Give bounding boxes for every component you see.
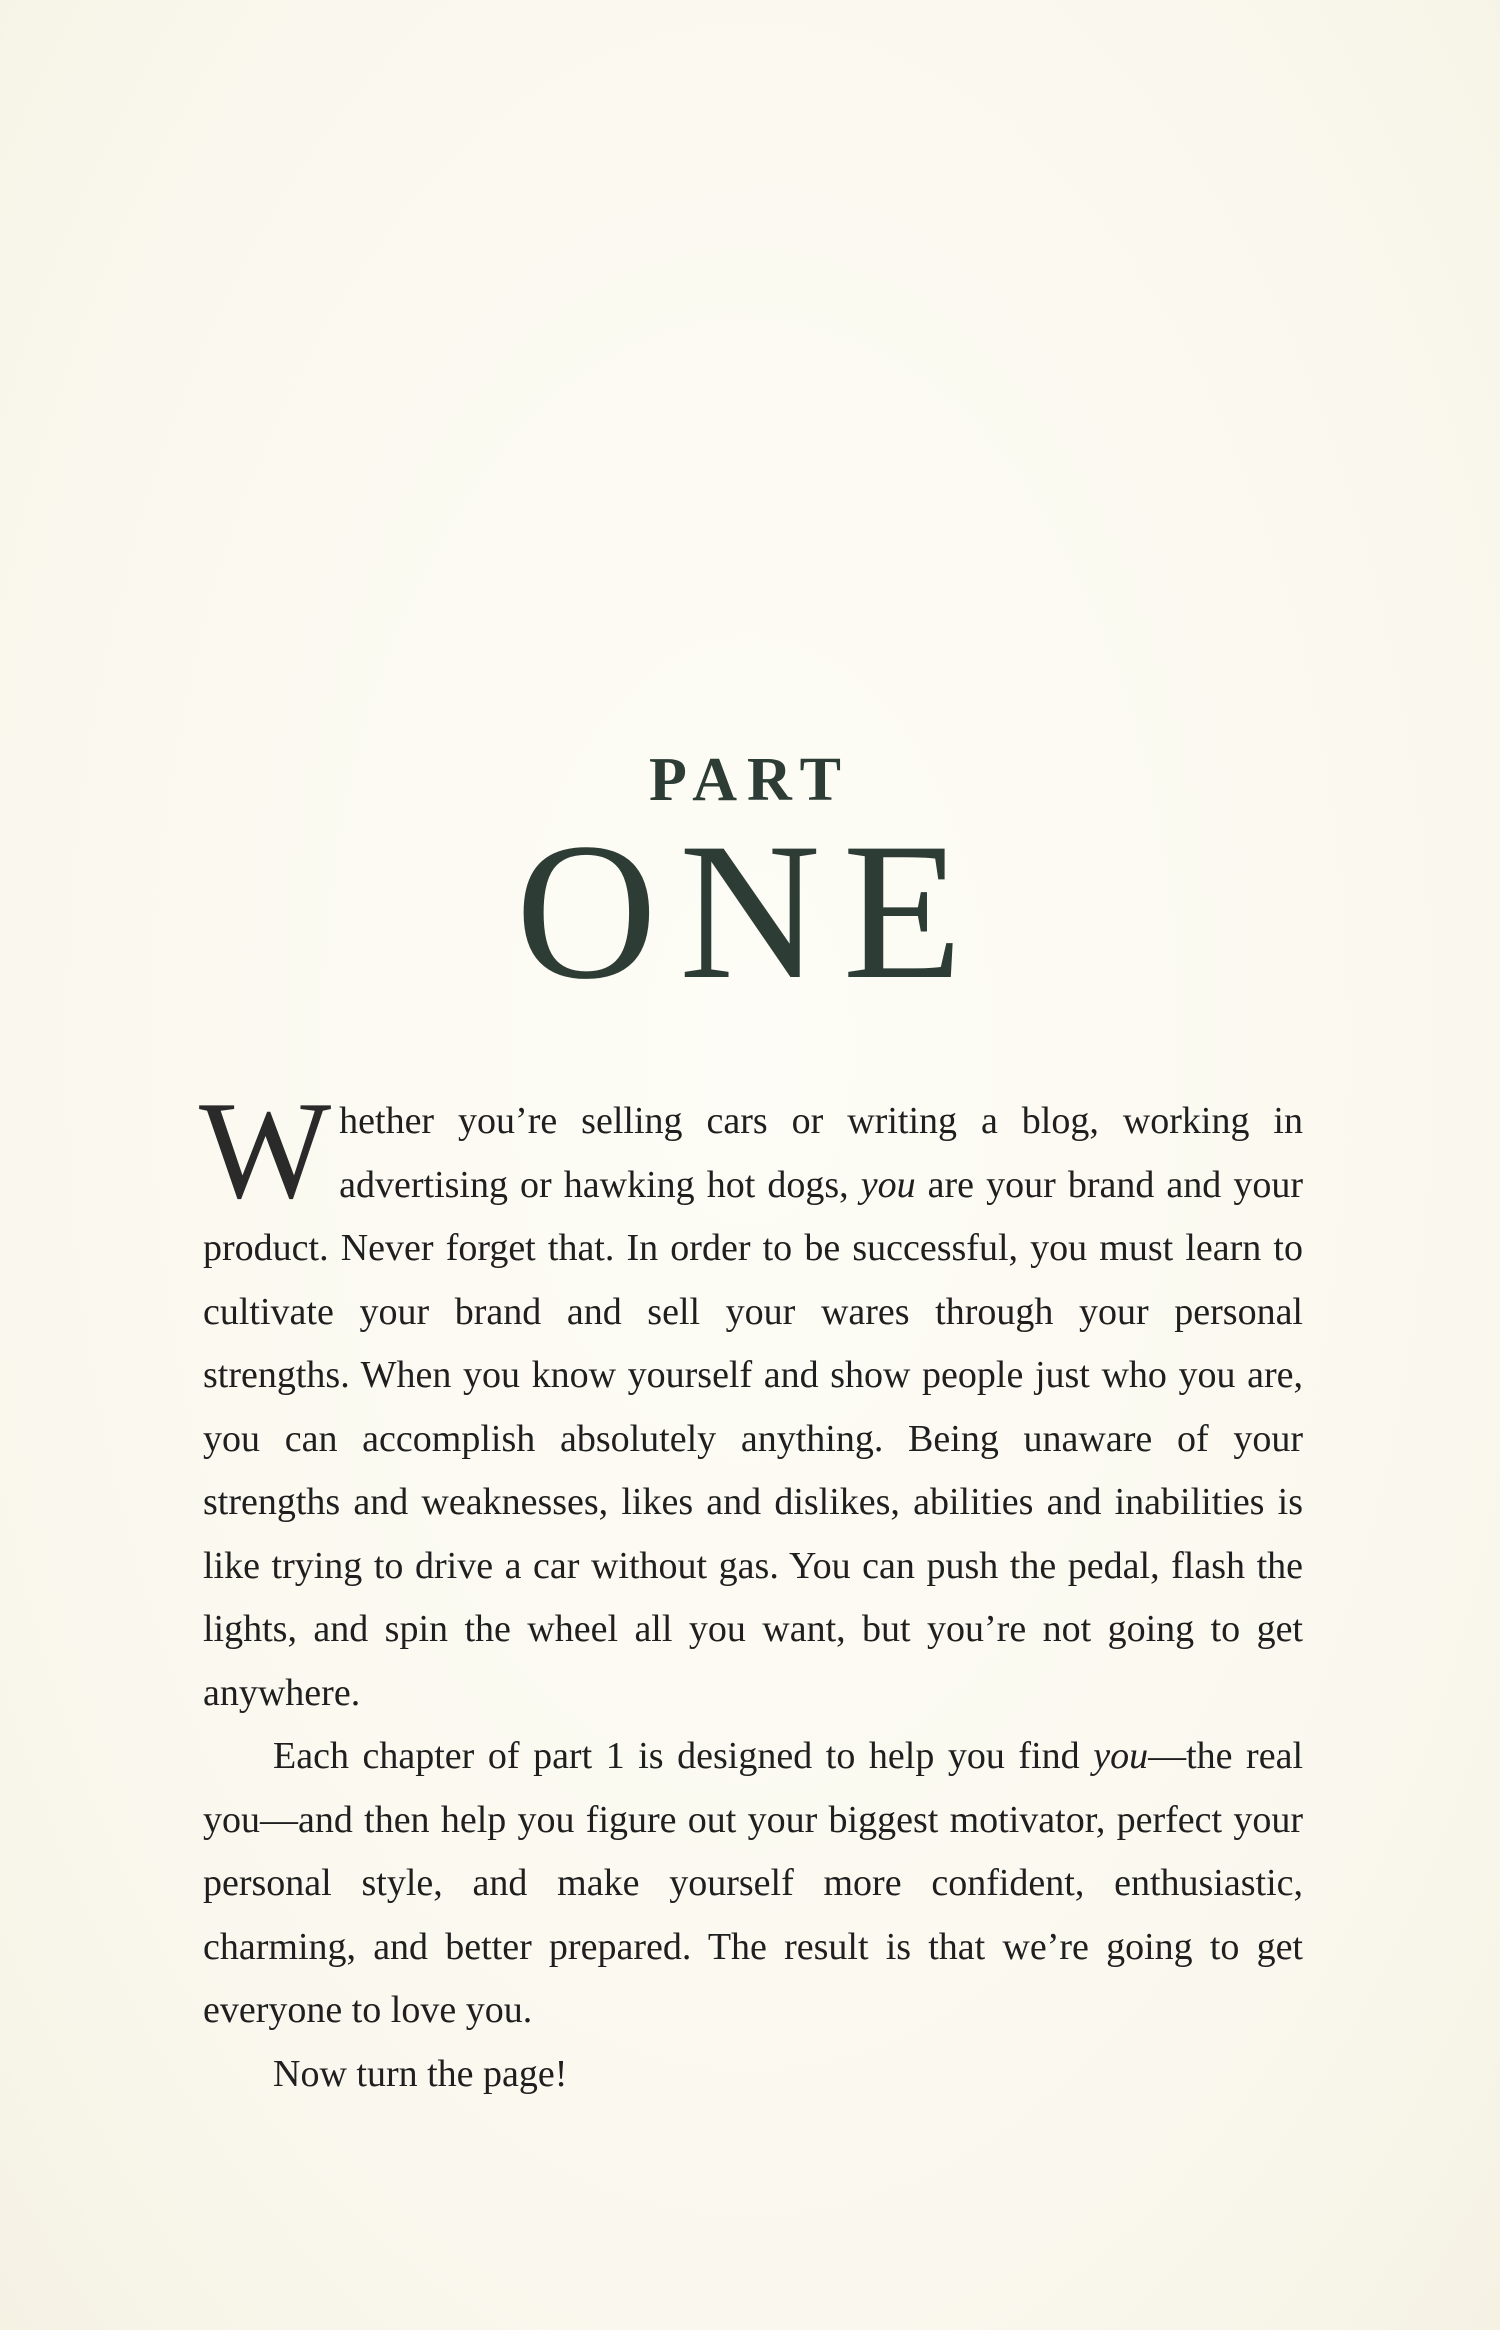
- paragraph-1-part-a: hether you’re selling cars or writing a blog, working in advertising or hawking hot dogs,: [339, 1100, 1303, 1206]
- drop-cap: W: [199, 1073, 332, 1228]
- part-number: ONE: [515, 803, 985, 1020]
- paragraph-2-part-b: —the real you—and then help you figure out your biggest motivator, perfect your personal style, and make yourself more confident, enthusiastic, charming, and better prepared. The result is that we’re going to get everyone to love you.: [203, 1735, 1303, 2031]
- paragraph-1-emphasis: you: [860, 1163, 916, 1206]
- intro-text: [199, 1073, 1303, 2106]
- paragraph-1: [199, 1073, 1303, 1725]
- paragraph-2-emphasis: you: [1093, 1735, 1149, 1777]
- paragraph-2: [203, 1725, 1303, 2043]
- paragraph-3: Now turn the page!: [273, 2052, 568, 2095]
- paragraph-1-part-b: are your brand and your product. Never forget that. In order to be successful, you must learn to cultivate your brand and sell your wares through your personal strengths. When you know yourself and show people just who you are, you can accomplish absolutely anything. Being unaware of your strengths and weaknesses, likes and dislikes, abilities and inabilities is like trying to drive a car without gas. You can push the pedal, flash the lights, and spin the wheel all you want, but you’re not going to get anywhere.: [203, 1163, 1303, 1714]
- part-label: PART: [649, 746, 851, 814]
- paragraph-2-part-a: Each chapter of part 1 is designed to help you find: [273, 1735, 1094, 1777]
